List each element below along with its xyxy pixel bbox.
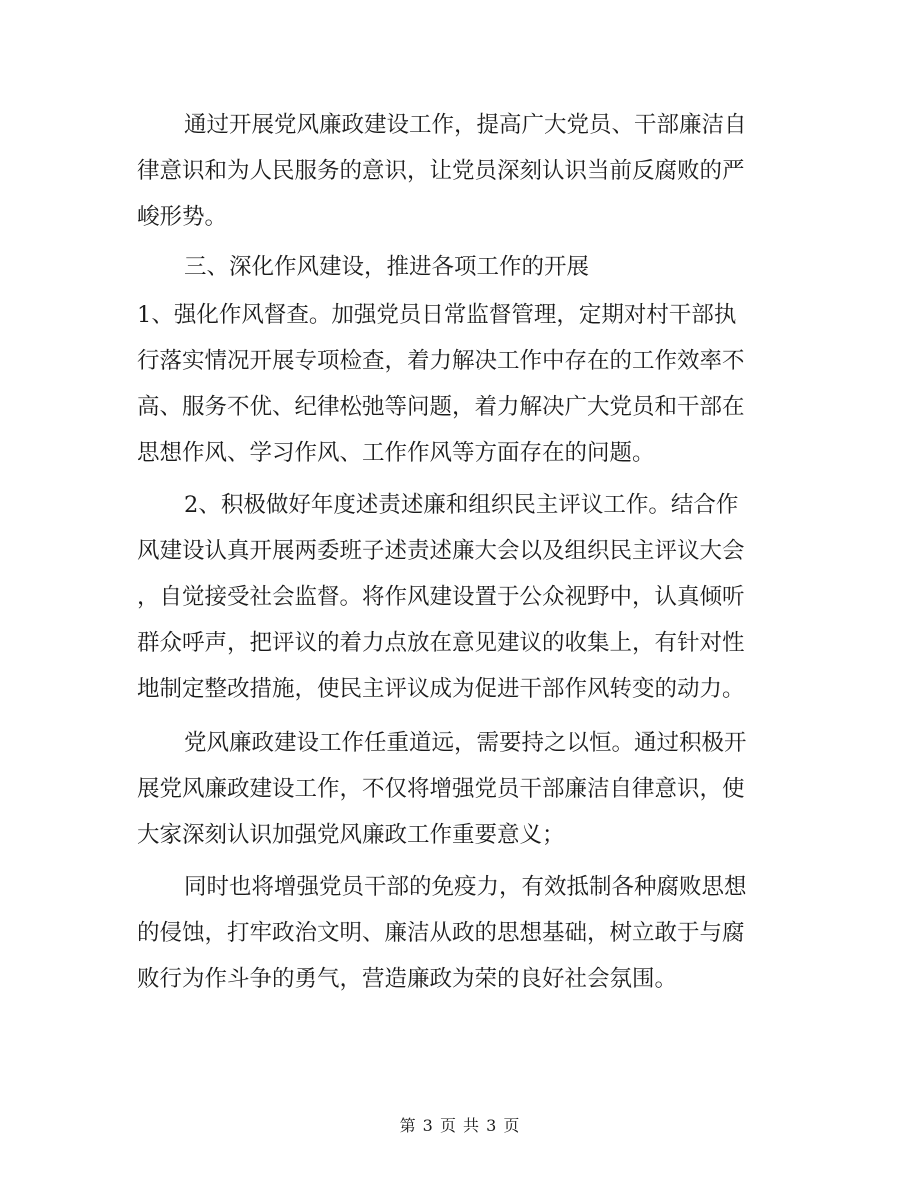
page-number-footer: 第 3 页 共 3 页 xyxy=(399,1116,521,1135)
paragraph-line: 风建设认真开展两委班子述责述廉大会以及组织民主评议大会 xyxy=(137,538,745,564)
paragraph-line: 1、强化作风督查。加强党员日常监督管理，定期对村干部执 xyxy=(137,302,737,328)
paragraph-line: 大家深刻认识加强党风廉政工作重要意义； xyxy=(137,822,565,848)
paragraph-line: 峻形势。 xyxy=(137,204,228,230)
paragraph-line: 展党风廉政建设工作，不仅将增强党员干部廉洁自律意识，使 xyxy=(137,776,745,802)
paragraph-line: 党风廉政建设工作任重道远，需要持之以恒。通过积极开 xyxy=(184,730,747,756)
paragraph-line: 的侵蚀，打牢政治文明、廉洁从政的思想基础，树立敢于与腐 xyxy=(137,920,745,946)
section-heading: 三、深化作风建设，推进各项工作的开展 xyxy=(184,254,590,280)
paragraph-line: 思想作风、学习作风、工作作风等方面存在的问题。 xyxy=(137,440,655,466)
paragraph-line: 地制定整改措施，使民主评议成为促进干部作风转变的动力。 xyxy=(137,676,745,702)
paragraph-line: 群众呼声，把评议的着力点放在意见建议的收集上，有针对性 xyxy=(137,630,745,656)
paragraph-line: 败行为作斗争的勇气，营造廉政为荣的良好社会氛围。 xyxy=(137,966,678,992)
paragraph-line: ，自觉接受社会监督。将作风建设置于公众视野中，认真倾听 xyxy=(137,584,745,610)
paragraph-line: 行落实情况开展专项检查，着力解决工作中存在的工作效率不 xyxy=(137,348,745,374)
paragraph-line: 通过开展党风廉政建设工作，提高广大党员、干部廉洁自 xyxy=(184,112,747,138)
paragraph-line: 律意识和为人民服务的意识，让党员深刻认识当前反腐败的严 xyxy=(137,158,745,184)
paragraph-line: 同时也将增强党员干部的免疫力，有效抵制各种腐败思想 xyxy=(184,874,747,900)
paragraph-line: 2、积极做好年度述责述廉和组织民主评议工作。结合作 xyxy=(184,492,739,518)
paragraph-line: 高、服务不优、纪律松弛等问题，着力解决广大党员和干部在 xyxy=(137,394,745,420)
document-body xyxy=(137,102,797,1002)
